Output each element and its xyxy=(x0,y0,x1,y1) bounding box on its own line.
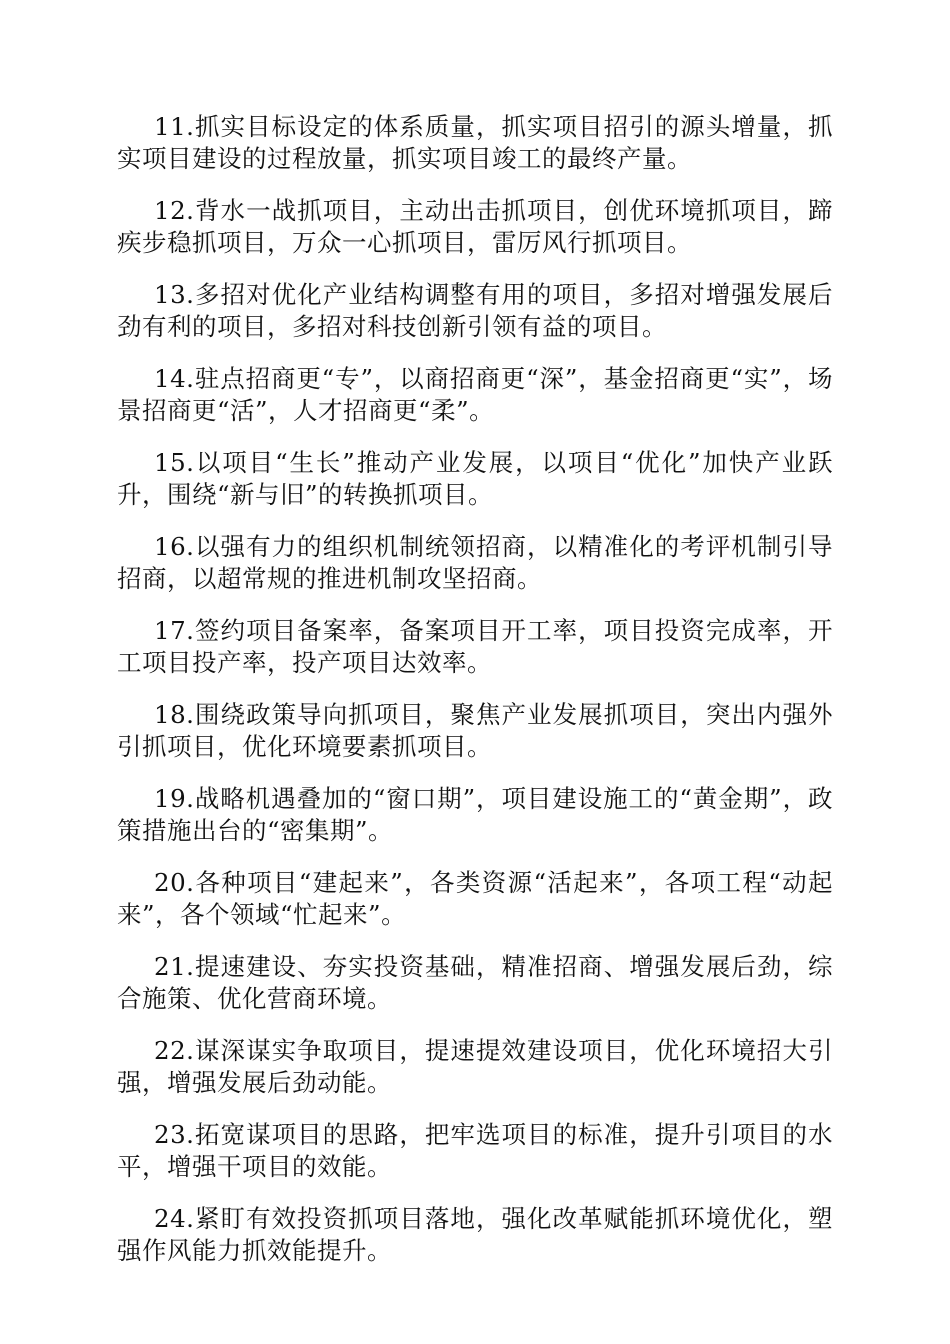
paragraph-24: 24.紧盯有效投资抓项目落地，强化改革赋能抓环境优化，塑强作风能力抓效能提升。 xyxy=(117,1204,833,1265)
paragraph-11: 11.抓实目标设定的体系质量，抓实项目招引的源头增量，抓实项目建设的过程放量，抓实项目竣工的最终产量。 xyxy=(117,112,833,173)
paragraph-22: 22.谋深谋实争取项目，提速提效建设项目，优化环境招大引强，增强发展后劲动能。 xyxy=(117,1036,833,1097)
paragraph-14: 14.驻点招商更“专”，以商招商更“深”，基金招商更“实”，场景招商更“活”，人才招商更“柔”。 xyxy=(117,364,833,425)
paragraph-23: 23.拓宽谋项目的思路，把牢选项目的标准，提升引项目的水平，增强干项目的效能。 xyxy=(117,1120,833,1181)
paragraph-18: 18.围绕政策导向抓项目，聚焦产业发展抓项目，突出内强外引抓项目，优化环境要素抓项目。 xyxy=(117,700,833,761)
paragraph-12: 12.背水一战抓项目，主动出击抓项目，创优环境抓项目，蹄疾步稳抓项目，万众一心抓项目，雷厉风行抓项目。 xyxy=(117,196,833,257)
document-body xyxy=(117,111,833,1287)
paragraph-21: 21.提速建设、夯实投资基础，精准招商、增强发展后劲，综合施策、优化营商环境。 xyxy=(117,952,833,1013)
paragraph-13: 13.多招对优化产业结构调整有用的项目，多招对增强发展后劲有利的项目，多招对科技创新引领有益的项目。 xyxy=(117,280,833,341)
paragraph-17: 17.签约项目备案率，备案项目开工率，项目投资完成率，开工项目投产率，投产项目达效率。 xyxy=(117,616,833,677)
paragraph-20: 20.各种项目“建起来”，各类资源“活起来”，各项工程“动起来”，各个领域“忙起来”。 xyxy=(117,868,833,929)
paragraph-16: 16.以强有力的组织机制统领招商，以精准化的考评机制引导招商，以超常规的推进机制攻坚招商。 xyxy=(117,532,833,593)
paragraph-15: 15.以项目“生长”推动产业发展，以项目“优化”加快产业跃升，围绕“新与旧”的转换抓项目。 xyxy=(117,448,833,509)
paragraph-19: 19.战略机遇叠加的“窗口期”，项目建设施工的“黄金期”，政策措施出台的“密集期”。 xyxy=(117,784,833,845)
